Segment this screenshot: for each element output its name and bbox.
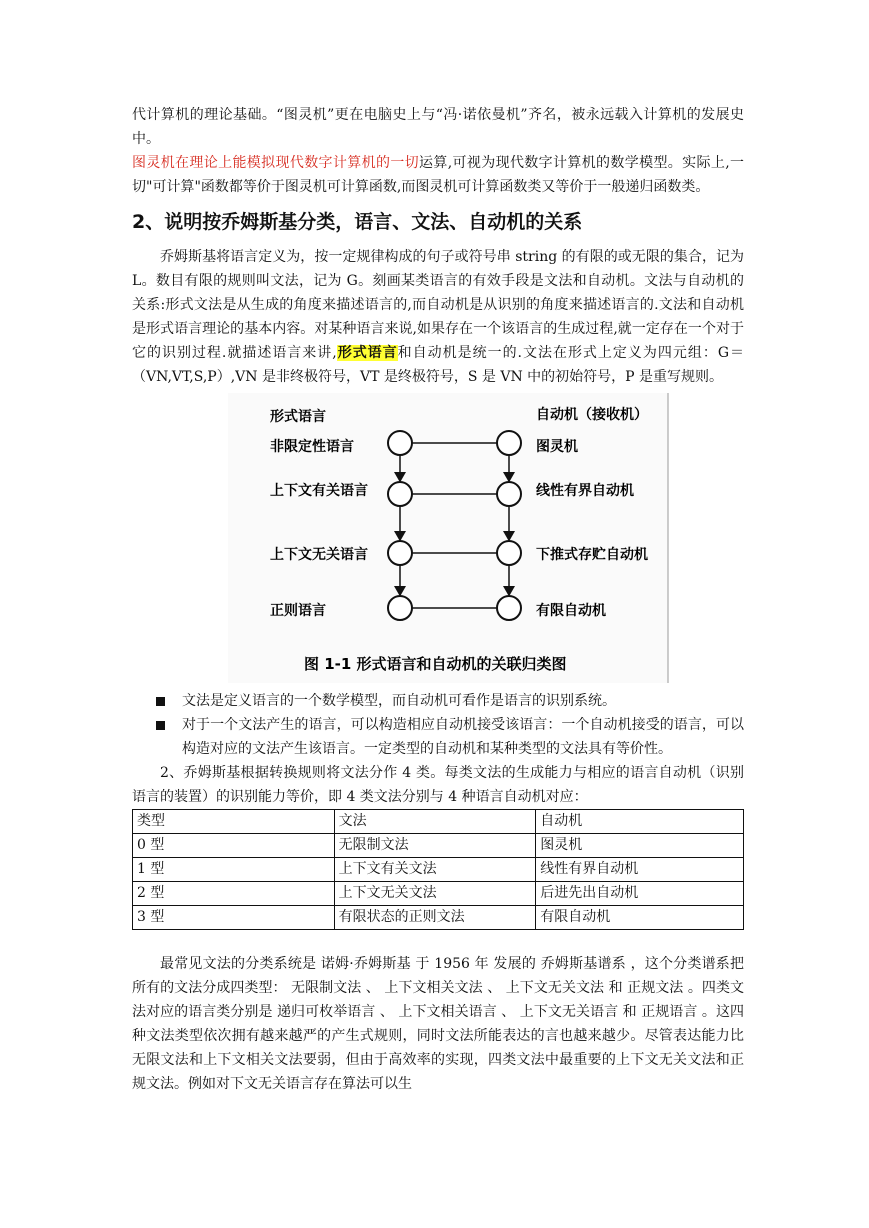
left-label-4: 正则语言 (270, 603, 326, 619)
left-node-2 (388, 482, 412, 506)
table-cell: 后进先出自动机 (536, 882, 744, 906)
figure-background (228, 393, 668, 683)
square-bullet-icon (156, 721, 165, 730)
right-node-2 (497, 482, 521, 506)
table-row (133, 882, 744, 906)
right-header: 自动机（接收机） (536, 407, 648, 423)
square-bullet-icon (156, 697, 165, 706)
right-label-2: 线性有界自动机 (536, 483, 634, 499)
table-header-cell: 文法 (334, 810, 536, 834)
table-header-cell: 类型 (133, 810, 335, 834)
left-label-3: 上下文无关语言 (270, 547, 368, 563)
table-cell: 上下文无关文法 (334, 882, 536, 906)
intro-line: 代计算机的理论基础。“图灵机”更在电脑史上与“冯·诺依曼机”齐名，被永远载入计算机的发展史中。 (132, 107, 744, 147)
turing-paragraph (132, 151, 744, 199)
highlighted-term: 形式语言 (336, 345, 398, 361)
table-row (133, 834, 744, 858)
table-cell: 有限状态的正则文法 (334, 906, 536, 930)
left-node-1 (388, 431, 412, 455)
table-cell: 图灵机 (536, 834, 744, 858)
table-cell: 线性有界自动机 (536, 858, 744, 882)
red-text: 图灵机在理论上能模拟现代数字计算机的一切 (132, 155, 420, 171)
table-row (133, 858, 744, 882)
table-cell: 1 型 (133, 858, 335, 882)
grammar-type-table (132, 809, 744, 930)
classification-paragraph: 2、乔姆斯基根据转换规则将文法分作 4 类。每类文法的生成能力与相应的语言自动机（识别语言的装置）的识别能力等价，即 4 类文法分别与 4 种语言自动机对应： (132, 765, 744, 805)
left-label-2: 上下文有关语言 (270, 483, 368, 499)
bullet-item (132, 689, 744, 713)
bullet-text: 对于一个文法产生的语言，可以构造相应自动机接受该语言：一个自动机接受的语言，可以构造对应的文法产生该语言。一定类型的自动机和某种类型的文法具有等价性。 (182, 717, 744, 757)
table-cell: 上下文有关文法 (334, 858, 536, 882)
language-automaton-figure (132, 393, 744, 683)
section-heading: 2、说明按乔姆斯基分类，语言、文法、自动机的关系 (132, 211, 583, 233)
figure-caption: 图 1-1 形式语言和自动机的关联归类图 (304, 655, 567, 673)
chomsky-paragraph (132, 245, 744, 389)
left-node-4 (388, 596, 412, 620)
chomsky-text: 乔姆斯基将语言定义为，按一定规律构成的句子或符号串 string 的有限的或无限的集合，记为 L。数目有限的规则叫文法，记为 G。刻画某类语言的有效手段是文法和自动机。文法与自动机的关系:形式文法是从生成的角度来描述语言的,而自动机是从识别的角度来描述语言的.文法和自动机是形式语言理论的基本内容。对某种语言来说,如果存在一个该语言的生成过程,就一定存在一个对于它的识别过程.就描述语言来讲, (132, 249, 744, 361)
turing-text: 运算,可视为现代数字计算机的数学模型。实际上,一切"可计算"函数都等价于图灵机可计算函数,而图灵机可计算函数类又等价于一般递归函数类。 (132, 155, 745, 195)
right-node-4 (497, 596, 521, 620)
left-header: 形式语言 (270, 409, 326, 425)
right-label-4: 有限自动机 (536, 603, 606, 619)
hierarchy-paragraph: 最常见文法的分类系统是 诺姆·乔姆斯基 于 1956 年 发展的 乔姆斯基谱系 ，这个分类谱系把所有的文法分成四类型： 无限制文法 、 上下文相关文法 、 上下文无关文法 和 正规文法 。四类文法对应的语言类分别是 递归可枚举语言 、 上下文相关语言 、 上下文无关语言 和 正规语言 。这四种文法类型依次拥有越来越严的产生式规则，同时文法所能表达的言也越来越少。尽管表达能力比无限文法和上下文相关文法要弱，但由于高效率的实现，四类文法中最重要的上下文无关文法和正规文法。例如对下文无关语言存在算法可以生 (132, 956, 744, 1092)
bullet-list (132, 689, 744, 761)
chomsky-text-end: 和自动机是统一的.文法在形式上定义为四元组：G＝（VN,VT,S,P）,VN 是非终极符号，VT 是终极符号，S 是 VN 中的初始符号，P 是重写规则。 (132, 345, 744, 385)
bullet-text: 文法是定义语言的一个数学模型，而自动机可看作是语言的识别系统。 (182, 693, 616, 709)
bullet-item (132, 713, 744, 761)
table-cell: 2 型 (133, 882, 335, 906)
right-node-1 (497, 431, 521, 455)
right-label-1: 图灵机 (536, 439, 578, 455)
left-label-1: 非限定性语言 (270, 439, 354, 455)
table-cell: 3 型 (133, 906, 335, 930)
table-header-cell: 自动机 (536, 810, 744, 834)
table-header-row (133, 810, 744, 834)
right-label-3: 下推式存贮自动机 (536, 547, 648, 563)
left-node-3 (388, 541, 412, 565)
spacer (132, 930, 744, 952)
right-node-3 (497, 541, 521, 565)
table-cell: 无限制文法 (334, 834, 536, 858)
intro-paragraph (132, 103, 744, 151)
document-content (132, 103, 744, 1096)
figure-diagram (132, 393, 744, 683)
table-cell: 有限自动机 (536, 906, 744, 930)
table-row (133, 906, 744, 930)
table-cell: 0 型 (133, 834, 335, 858)
